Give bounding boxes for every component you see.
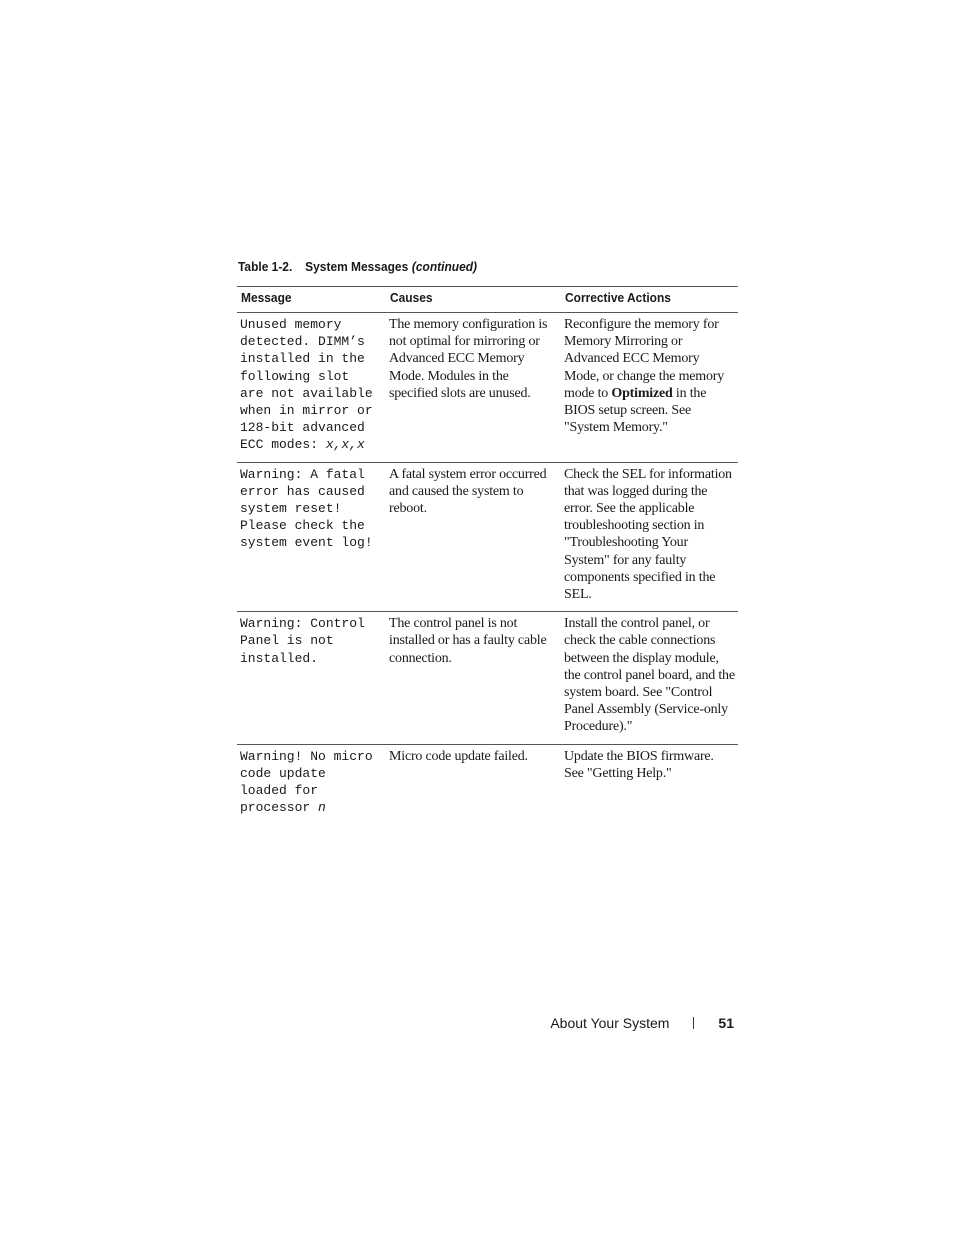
table-row xyxy=(237,744,738,824)
column-header-corrective-actions: Corrective Actions xyxy=(561,287,738,313)
table-row xyxy=(237,313,738,463)
table-continued: (continued) xyxy=(411,259,478,274)
table-header-row xyxy=(237,287,738,313)
table-label: Table 1-2. xyxy=(238,259,293,274)
action-cell: Check the SEL for information that was logged during the error. See the applicable troubleshooting section in "Troubleshooting Your System" for any faulty components specified in the SEL. xyxy=(561,462,738,612)
column-header-causes: Causes xyxy=(386,287,561,313)
table-caption xyxy=(238,259,477,274)
footer-divider xyxy=(693,1017,694,1029)
action-cell: Reconfigure the memory for Memory Mirroring or Advanced ECC Memory Mode, or change the memory mode to Optimized in the BIOS setup screen. See "System Memory." xyxy=(561,313,738,463)
causes-cell: The memory configuration is not optimal for mirroring or Advanced ECC Memory Mode. Modules in the specified slots are unused. xyxy=(386,313,561,463)
table-title: System Messages xyxy=(305,259,409,274)
table-row xyxy=(237,612,738,744)
column-header-message: Message xyxy=(237,287,386,313)
page-footer xyxy=(550,1015,734,1031)
action-cell: Update the BIOS firmware. See "Getting Help." xyxy=(564,748,714,781)
message-cell: Warning: A fatal error has caused system reset! Please check the system event log! xyxy=(237,462,386,612)
causes-cell: A fatal system error occurred and caused the system to reboot. xyxy=(386,462,561,612)
message-cell: Unused memory detected. DIMM’s installed in the following slot are not available when in mirror or 128-bit advanced ECC modes: x,x,x xyxy=(237,313,386,463)
action-cell: Install the control panel, or check the cable connections between the display module, the control panel board, and the system board. See "Control Panel Assembly (Service-only Procedure)." xyxy=(561,612,738,744)
message-cell: Warning! No micro code update loaded for processor n xyxy=(240,748,373,816)
page-number: 51 xyxy=(718,1015,734,1031)
footer-section-title: About Your System xyxy=(550,1015,670,1031)
message-cell: Warning: Control Panel is not installed. xyxy=(237,612,386,744)
causes-cell: The control panel is not installed or has a faulty cable connection. xyxy=(386,612,561,744)
table-row xyxy=(237,462,738,612)
system-messages-table xyxy=(237,286,738,824)
optimized-label: Optimized xyxy=(611,385,673,401)
causes-cell: Micro code update failed. xyxy=(389,748,528,764)
